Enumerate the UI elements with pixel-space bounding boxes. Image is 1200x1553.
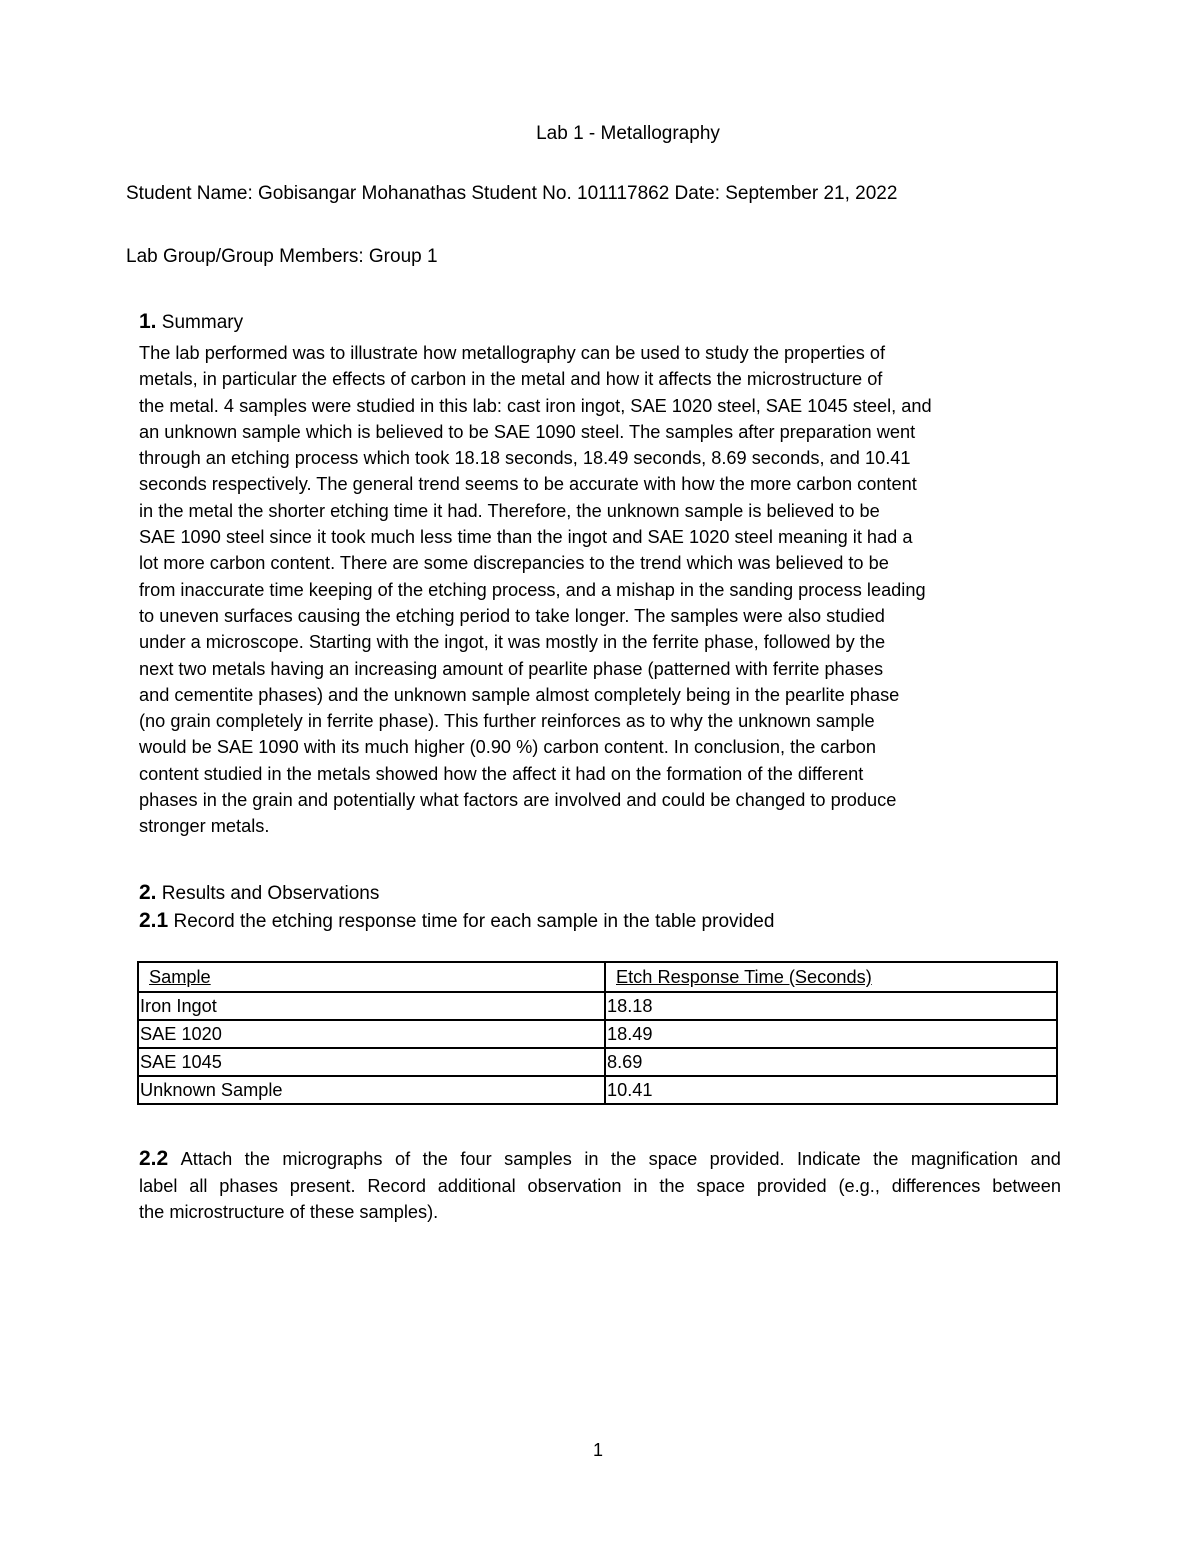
section-2-2-line-2 xyxy=(139,1173,1061,1200)
summary-line: content studied in the metals showed how the affect it had on the formation of the different xyxy=(139,763,864,784)
summary-line: under a microscope. Starting with the ingot, it was mostly in the ferrite phase, followed by the xyxy=(139,632,886,653)
section-2-2-word: differences xyxy=(891,1175,981,1196)
table-header-row xyxy=(138,962,1057,992)
summary-line: The lab performed was to illustrate how metallography can be used to study the properties of xyxy=(139,343,886,363)
section-2-2-word: between xyxy=(992,1175,1061,1196)
section-2-2-word: and xyxy=(1030,1149,1061,1169)
student-info-line: Student Name: Gobisangar Mohanathas Student No. 101117862 Date: September 21, 2022 xyxy=(126,183,898,204)
section-2-2-word: in xyxy=(584,1149,599,1169)
section-2-heading xyxy=(139,880,379,907)
table-cell-time: 18.49 xyxy=(605,1020,1057,1048)
table-cell-sample: Iron Ingot xyxy=(138,992,605,1020)
section-2-2-paragraph xyxy=(139,1146,1061,1226)
summary-line: in the metal the shorter etching time it had. Therefore, the unknown sample is believed to be xyxy=(139,500,880,521)
section-2-2-word: the xyxy=(659,1175,685,1196)
table-header-sample: Sample xyxy=(138,962,605,992)
section-2-2-word: all xyxy=(189,1175,208,1196)
etch-response-table xyxy=(137,961,1058,1105)
summary-paragraph xyxy=(139,340,1019,840)
summary-line: lot more carbon content. There are some discrepancies to the trend which was believed to be xyxy=(139,553,889,574)
summary-line: and cementite phases) and the unknown sample almost completely being in the pearlite phase xyxy=(139,684,900,705)
summary-line: stronger metals. xyxy=(139,816,270,837)
section-2-2-word: micrographs xyxy=(282,1149,383,1169)
section-2-number: 2. xyxy=(139,881,157,904)
section-2-2-word: label xyxy=(139,1175,178,1196)
section-2-2-word: space xyxy=(696,1175,746,1196)
section-2-2-word: four xyxy=(460,1149,492,1169)
section-2-2-word: Record xyxy=(367,1175,426,1196)
section-2-title: Results and Observations xyxy=(161,883,380,904)
section-2-2-word: provided xyxy=(756,1175,827,1196)
summary-line: seconds respectively. The general trend seems to be accurate with how the more carbon content xyxy=(139,474,917,495)
section-1-title: Summary xyxy=(161,312,244,333)
page-number: 1 xyxy=(593,1440,604,1460)
section-2-2-word: samples xyxy=(504,1149,572,1169)
section-1-number: 1. xyxy=(139,310,157,333)
section-2-2-word: Indicate xyxy=(796,1149,861,1169)
table-cell-sample: SAE 1045 xyxy=(138,1048,605,1076)
table-row xyxy=(138,1076,1057,1104)
table-row xyxy=(138,992,1057,1020)
summary-line: an unknown sample which is believed to be SAE 1090 steel. The samples after preparation went xyxy=(139,421,916,442)
section-2-2-word: the xyxy=(873,1149,899,1169)
summary-line: (no grain completely in ferrite phase). This further reinforces as to why the unknown sample xyxy=(139,711,875,732)
summary-line: next two metals having an increasing amount of pearlite phase (patterned with ferrite phases xyxy=(139,658,884,679)
section-2-2-word: in xyxy=(633,1175,648,1196)
table-cell-time: 10.41 xyxy=(605,1076,1057,1104)
table-cell-sample: Unknown Sample xyxy=(138,1076,605,1104)
summary-line: SAE 1090 steel since it took much less time than the ingot and SAE 1020 steel meaning it had a xyxy=(139,527,913,548)
document-title: Lab 1 - Metallography xyxy=(536,123,720,144)
summary-line: phases in the grain and potentially what factors are involved and could be changed to produce xyxy=(139,790,897,811)
section-2-2-word: of xyxy=(394,1149,411,1169)
section-2-2-word: present. xyxy=(289,1175,356,1196)
summary-line: would be SAE 1090 with its much higher (0.90 %) carbon content. In conclusion, the carbon xyxy=(139,737,877,758)
summary-line: from inaccurate time keeping of the etching process, and a mishap in the sanding process leading xyxy=(139,579,926,600)
section-2-1-title: Record the etching response time for each sample in the table provided xyxy=(173,911,775,932)
section-2-1-number: 2.1 xyxy=(139,909,169,932)
section-1-heading xyxy=(139,309,243,336)
table-cell-sample: SAE 1020 xyxy=(138,1020,605,1048)
summary-line: to uneven surfaces causing the etching period to take longer. The samples were also studied xyxy=(139,605,885,626)
summary-line: the metal. 4 samples were studied in this lab: cast iron ingot, SAE 1020 steel, SAE 1045 steel, and xyxy=(139,395,932,416)
table-row xyxy=(138,1020,1057,1048)
section-2-2-word: phases xyxy=(219,1175,278,1196)
summary-line: metals, in particular the effects of carbon in the metal and how it affects the microstructure of xyxy=(139,369,883,390)
section-2-2-word: magnification xyxy=(910,1149,1019,1169)
summary-line: through an etching process which took 18.18 seconds, 18.49 seconds, 8.69 seconds, and 10.41 xyxy=(139,448,911,469)
section-2-2-word: provided. xyxy=(709,1149,785,1169)
section-2-2-number: 2.2 xyxy=(139,1147,169,1170)
table-header-etch-time: Etch Response Time (Seconds) xyxy=(605,962,1057,992)
section-2-2-word: additional xyxy=(437,1175,516,1196)
lab-group-line: Lab Group/Group Members: Group 1 xyxy=(126,246,438,267)
table-cell-time: 8.69 xyxy=(605,1048,1057,1076)
section-2-2-word: observation xyxy=(527,1175,622,1196)
section-2-1-heading xyxy=(139,908,774,935)
section-2-2-word: space xyxy=(648,1149,698,1169)
section-2-2-word: the xyxy=(244,1149,270,1169)
table-cell-time: 18.18 xyxy=(605,992,1057,1020)
section-2-2-word: the xyxy=(422,1149,448,1169)
section-2-2-line-3: the microstructure of these samples). xyxy=(139,1202,439,1222)
section-2-2-word: the xyxy=(610,1149,637,1169)
table-row xyxy=(138,1048,1057,1076)
section-2-2-word: (e.g., xyxy=(838,1175,880,1196)
section-2-2-line-1 xyxy=(139,1146,1061,1173)
section-2-2-word: Attach xyxy=(180,1149,233,1169)
